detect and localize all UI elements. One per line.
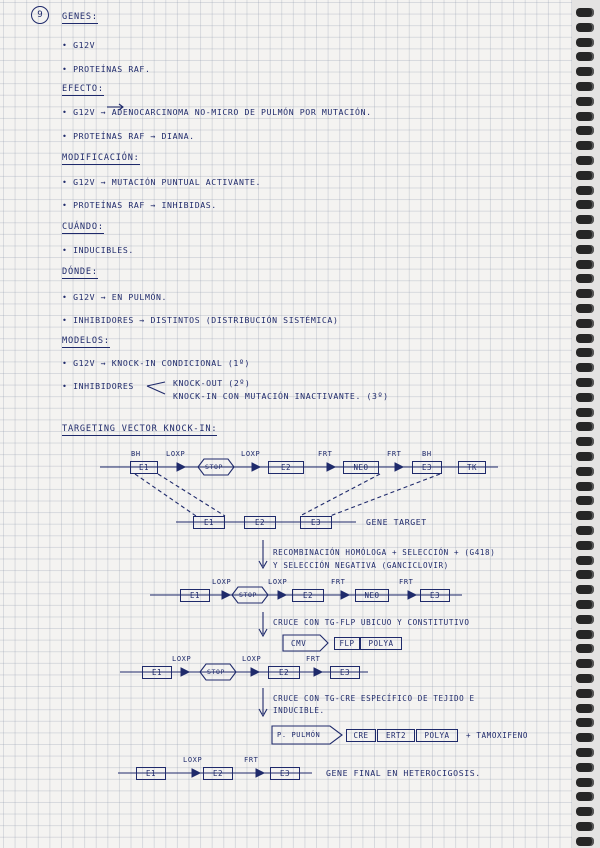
label-frt-1: FRT: [318, 450, 333, 458]
ppulmon-promoter: P. PULMÓN: [277, 731, 321, 739]
spiral-ring: [576, 393, 594, 402]
step1-text: RECOMBINACIÓN HOMÓLOGA + SELECCIÓN + (G418): [273, 548, 496, 557]
label-bh-left: BH: [131, 450, 141, 458]
stop-cassette: STOP: [205, 463, 224, 471]
r5-loxp: LOXP: [183, 756, 203, 764]
r5-e1: E1: [136, 767, 166, 780]
spiral-ring: [576, 156, 594, 165]
tamoxifeno-label: + TAMOXIFENO: [466, 731, 529, 740]
r4-e3: E3: [330, 666, 360, 679]
spiral-ring: [576, 289, 594, 298]
modificacion-item-2: • PROTEÍNAS RAF → INHIBIDAS.: [62, 200, 217, 210]
spiral-ring: [576, 807, 594, 816]
gene-e3: E3: [300, 516, 332, 529]
spiral-ring: [576, 319, 594, 328]
polya-2: POLYA: [416, 729, 458, 742]
spiral-ring: [576, 23, 594, 32]
spiral-ring: [576, 8, 594, 17]
genes-item-1: • G12V: [62, 40, 96, 50]
modificacion-item-2-text: PROTEÍNAS RAF → INHIBIDAS.: [73, 200, 217, 210]
cuando-item-1: • INDUCIBLES.: [62, 245, 134, 255]
flp-gene: FLP: [334, 637, 360, 650]
spiral-ring: [576, 733, 594, 742]
modelos-item-1: • G12V → KNOCK-IN CONDICIONAL (1º): [62, 358, 250, 368]
genes-item-2: • PROTEÍNAS RAF.: [62, 64, 151, 74]
heading-modificacion: MODIFICACIÓN:: [62, 153, 140, 163]
spiral-ring: [576, 422, 594, 431]
spiral-ring: [576, 112, 594, 121]
spiral-ring: [576, 274, 594, 283]
spiral-ring: [576, 556, 594, 565]
spiral-ring: [576, 763, 594, 772]
polya-1: POLYA: [360, 637, 402, 650]
r4-loxp-1: LOXP: [172, 655, 192, 663]
r3-loxp-2: LOXP: [268, 578, 288, 586]
spiral-ring: [576, 630, 594, 639]
exon-e1: E1: [130, 461, 158, 474]
gene-target-label: GENE TARGET: [366, 517, 427, 527]
spiral-ring: [576, 718, 594, 727]
donde-item-1-text: G12V → EN PULMÓN.: [73, 292, 168, 302]
spiral-ring: [576, 659, 594, 668]
modificacion-item-1-text: G12V → MUTACIÓN PUNTUAL ACTIVANTE.: [73, 177, 262, 187]
r4-frt: FRT: [306, 655, 321, 663]
spiral-binding: [572, 0, 600, 848]
spiral-ring: [576, 482, 594, 491]
exon-e2: E2: [268, 461, 304, 474]
efecto-item-2-text: PROTEÍNAS RAF → DIANA.: [73, 131, 195, 141]
spiral-ring: [576, 408, 594, 417]
step1b-text: Y SELECCIÓN NEGATIVA (GANCICLOVIR): [273, 561, 449, 570]
efecto-item-1: • G12V → ADENOCARCINOMA NO-MICRO DE PULMÓN POR MUTACIÓN.: [62, 107, 372, 117]
final-gene-label: GENE FINAL EN HETEROCIGOSIS.: [326, 768, 481, 778]
spiral-ring: [576, 38, 594, 47]
r4-e1: E1: [142, 666, 172, 679]
r4-stop: STOP: [207, 668, 226, 676]
spiral-ring: [576, 792, 594, 801]
modelos-branch-2: KNOCK-IN CON MUTACIÓN INACTIVANTE. (3º): [173, 391, 389, 401]
spiral-ring: [576, 644, 594, 653]
donde-item-2: • INHIBIDORES → DISTINTOS (DISTRIBUCIÓN SISTÉMICA): [62, 315, 339, 325]
spiral-ring: [576, 837, 594, 846]
spiral-ring: [576, 363, 594, 372]
spiral-ring: [576, 334, 594, 343]
label-frt-2: FRT: [387, 450, 402, 458]
spiral-ring: [576, 67, 594, 76]
heading-cuando: CUÁNDO:: [62, 222, 104, 232]
label-loxp-2: LOXP: [241, 450, 261, 458]
spiral-ring: [576, 541, 594, 550]
spiral-ring: [576, 245, 594, 254]
spiral-ring: [576, 437, 594, 446]
step2-text: CRUCE CON TG-FLP UBICUO Y CONSTITUTIVO: [273, 618, 470, 627]
r3-loxp-1: LOXP: [212, 578, 232, 586]
modelos-item-1-text: G12V → KNOCK-IN CONDICIONAL (1º): [73, 358, 250, 368]
heading-genes: GENES:: [62, 12, 98, 22]
spiral-ring: [576, 467, 594, 476]
r3-stop: STOP: [239, 591, 258, 599]
step3b-text: INDUCIBLE.: [273, 706, 325, 715]
r5-e3: E3: [270, 767, 300, 780]
spiral-ring: [576, 600, 594, 609]
spiral-ring: [576, 304, 594, 313]
genes-item-2-text: PROTEÍNAS RAF.: [73, 64, 151, 74]
r3-e2: E2: [292, 589, 324, 602]
gene-e2: E2: [244, 516, 276, 529]
r3-e3: E3: [420, 589, 450, 602]
efecto-item-2: • PROTEÍNAS RAF → DIANA.: [62, 131, 195, 141]
spiral-ring: [576, 822, 594, 831]
gene-e1: E1: [193, 516, 225, 529]
r5-e2: E2: [203, 767, 233, 780]
spiral-ring: [576, 171, 594, 180]
cre-gene: CRE: [346, 729, 376, 742]
spiral-ring: [576, 82, 594, 91]
spiral-ring: [576, 674, 594, 683]
r4-loxp-2: LOXP: [242, 655, 262, 663]
r4-e2: E2: [268, 666, 300, 679]
heading-donde: DÓNDE:: [62, 267, 98, 277]
spiral-ring: [576, 141, 594, 150]
note-number: 9: [31, 6, 49, 24]
spiral-ring: [576, 452, 594, 461]
genes-item-1-text: G12V: [73, 40, 96, 50]
label-loxp-1: LOXP: [166, 450, 186, 458]
r3-frt-2: FRT: [399, 578, 414, 586]
modelos-branch-1: KNOCK-OUT (2º): [173, 378, 251, 388]
neo-cassette: NEO: [343, 461, 379, 474]
cmv-promoter: CMV: [291, 639, 307, 648]
spiral-ring: [576, 126, 594, 135]
modificacion-item-1: • G12V → MUTACIÓN PUNTUAL ACTIVANTE.: [62, 177, 262, 187]
ert2-gene: ERT2: [377, 729, 415, 742]
diagram-title: TARGETING VECTOR KNOCK-IN:: [62, 424, 218, 434]
spiral-ring: [576, 200, 594, 209]
spiral-ring: [576, 215, 594, 224]
spiral-ring: [576, 230, 594, 239]
exon-e3: E3: [412, 461, 442, 474]
spiral-ring: [576, 778, 594, 787]
heading-efecto: EFECTO:: [62, 84, 104, 94]
efecto-item-1-text: G12V → ADENOCARCINOMA NO-MICRO DE PULMÓN POR MUTACIÓN.: [73, 107, 372, 117]
spiral-ring: [576, 186, 594, 195]
r3-frt-1: FRT: [331, 578, 346, 586]
step3-text: CRUCE CON TG-CRE ESPECÍFICO DE TEJIDO E: [273, 694, 475, 703]
modelos-item-2-text: INHIBIDORES: [73, 381, 134, 391]
spiral-ring: [576, 585, 594, 594]
spiral-ring: [576, 689, 594, 698]
r3-e1: E1: [180, 589, 210, 602]
spiral-ring: [576, 570, 594, 579]
spiral-ring: [576, 748, 594, 757]
label-bh-right: BH: [422, 450, 432, 458]
tk-cassette: TK: [458, 461, 486, 474]
spiral-ring: [576, 348, 594, 357]
spiral-ring: [576, 526, 594, 535]
spiral-ring: [576, 97, 594, 106]
heading-modelos: MODELOS:: [62, 336, 110, 346]
donde-item-1: • G12V → EN PULMÓN.: [62, 292, 168, 302]
spiral-ring: [576, 615, 594, 624]
spiral-ring: [576, 496, 594, 505]
r3-neo: NEO: [355, 589, 389, 602]
spiral-ring: [576, 52, 594, 61]
donde-item-2-text: INHIBIDORES → DISTINTOS (DISTRIBUCIÓN SISTÉMICA): [73, 315, 339, 325]
r5-frt: FRT: [244, 756, 259, 764]
spiral-ring: [576, 704, 594, 713]
spiral-ring: [576, 378, 594, 387]
spiral-ring: [576, 260, 594, 269]
modelos-item-2: • INHIBIDORES: [62, 381, 134, 391]
spiral-ring: [576, 511, 594, 520]
cuando-item-1-text: INDUCIBLES.: [73, 245, 134, 255]
